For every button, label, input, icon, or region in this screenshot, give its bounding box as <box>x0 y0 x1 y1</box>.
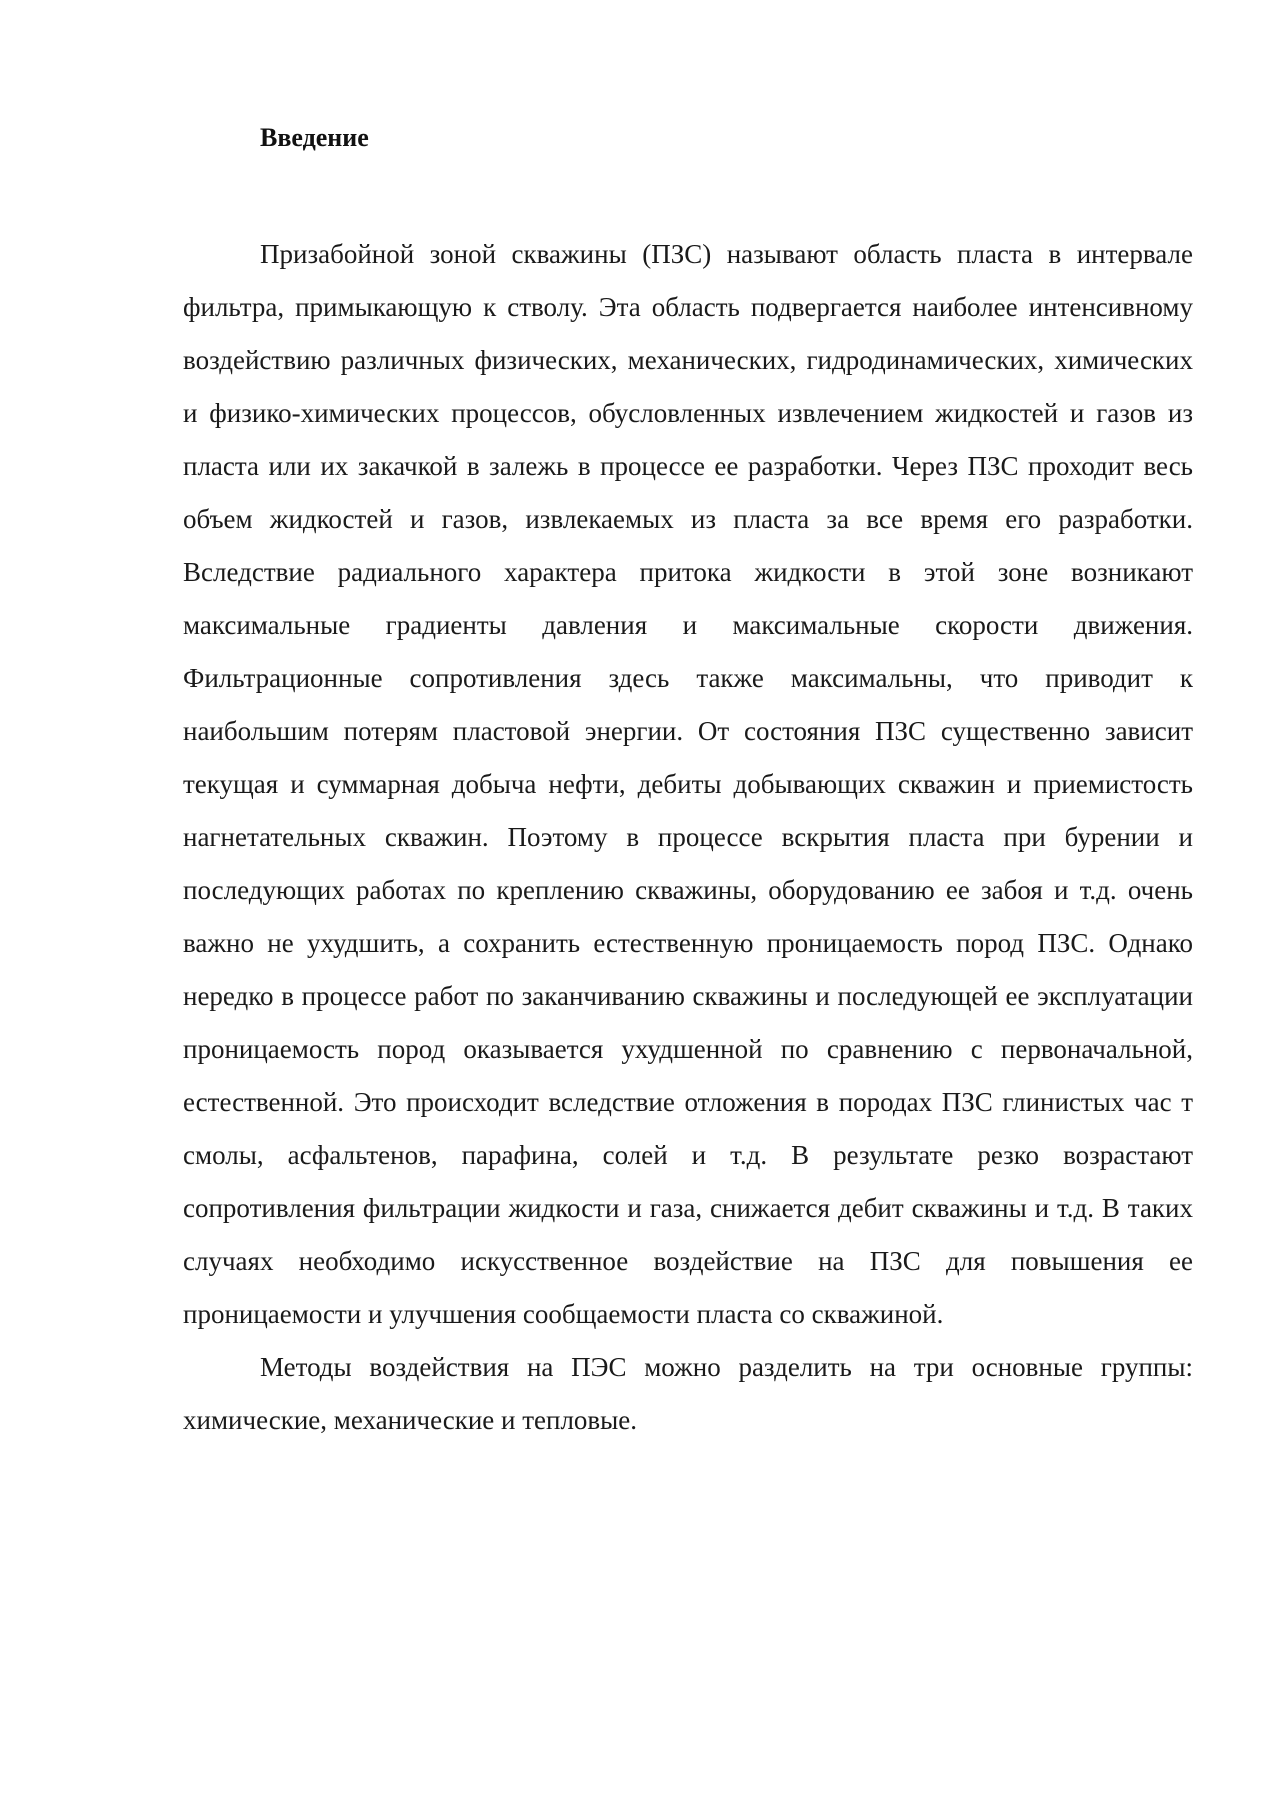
section-heading: Введение <box>260 123 369 152</box>
paragraph-methods: Методы воздействия на ПЭС можно разделить на три основные группы: химические, механические и тепловые. <box>183 1352 1193 1435</box>
paragraph-psz-definition: Призабойной зоной скважины (ПЗС) называют область пласта в интервале фильтра, примыкающую к стволу. Эта область подвергается наиболее интенсивному воздействию различных физических, механических, гидродинамических, химических и физико-химических процессов, обусловленных извлечением жидкостей и газов из пласта или их закачкой в залежь в процессе ее разработки. Через ПЗС проходит весь объем жидкостей и газов, извлекаемых из пласта за все время его разработки. Вследствие радиального характера притока жидкости в этой зоне возникают максимальные градиенты давления и максимальные скорости движения. Фильтрационные сопротивления здесь также максимальны, что приводит к наибольшим потерям пластовой энергии. От состояния ПЗС существенно зависит текущая и суммарная добыча нефти, дебиты добывающих скважин и приемистость нагнетательных скважин. Поэтому в процессе вскрытия пласта при бурении и последующих работах по креплению скважины, оборудованию ее забоя и т.д. очень важно не ухудшить, а сохранить естественную проницаемость пород ПЗС. Однако нередко в процессе работ по заканчиванию скважины и последующей ее эксплуатации проницаемость пород оказывается ухудшенной по сравнению с первоначальной, естественной. Это происходит вследствие отложения в породах ПЗС глинистых час т смолы, асфальтенов, парафина, солей и т.д. В результате резко возрастают сопротивления фильтрации жидкости и газа, снижается дебит скважины и т.д. В таких случаях необходимо искусственное воздействие на ПЗС для повышения ее проницаемости и улучшения сообщаемости пласта со скважиной. <box>183 239 1193 1329</box>
document-body <box>183 228 1193 1447</box>
